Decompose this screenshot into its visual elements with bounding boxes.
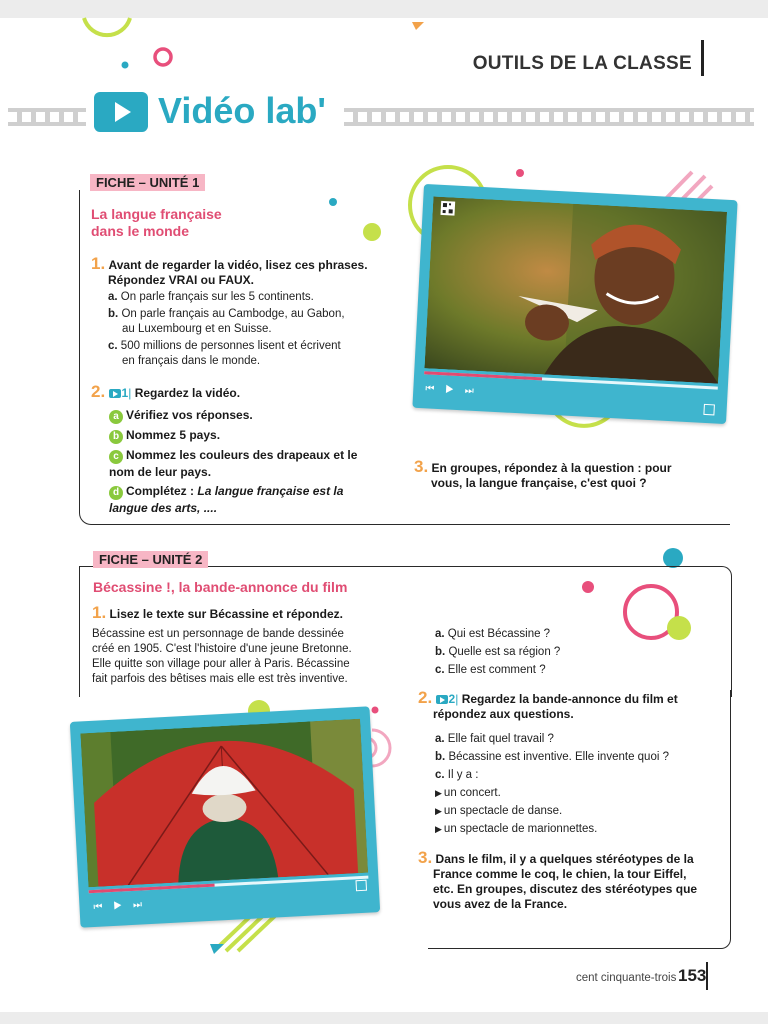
item-text: un concert.: [443, 787, 501, 799]
q1-question-b: [435, 643, 715, 661]
q1-question-a: [435, 625, 715, 643]
fiche1-title-line2: dans le monde: [91, 223, 190, 239]
video-1-controls[interactable]: ⏮ ▶ ⏭: [425, 383, 479, 398]
filmstrip-right: [344, 108, 754, 126]
item-letter: c.: [435, 769, 445, 781]
video-player-2[interactable]: [70, 706, 380, 927]
paragraph-line: Elle quitte son village pour aller à Paris. Bécassine: [92, 658, 350, 670]
fiche2-q3: [418, 850, 718, 912]
arrow-bullet-icon: ▶: [435, 824, 442, 834]
fiche1-title: [91, 206, 222, 240]
fiche1-q3: [414, 459, 714, 491]
video-1-frame: [424, 196, 727, 383]
q2-line1: Regardez la bande-annonce du film et: [461, 692, 678, 706]
item-text: un spectacle de danse.: [443, 805, 563, 817]
video-badge-icon: [109, 389, 121, 398]
item-letter: a.: [108, 291, 118, 303]
q3-line2: vous, la langue française, c'est quoi ?: [431, 476, 647, 490]
q3-line2: France comme le coq, le chien, la tour Eiffel,: [433, 867, 687, 881]
fiche2-title: Bécassine !, la bande-annonce du film: [93, 579, 348, 595]
q3-line4: vous avez de la France.: [433, 897, 568, 911]
q1-instruction-line2: Répondez VRAI ou FAUX.: [108, 273, 255, 287]
item-letter: b.: [108, 308, 119, 320]
q2-instruction: Regardez la vidéo.: [134, 386, 241, 400]
fiche1-q1: [91, 256, 401, 288]
page-number: 153: [678, 966, 707, 985]
question-number: 2.: [418, 688, 433, 707]
question-number: 3.: [414, 457, 429, 476]
fiche2-tag: FICHE – UNITÉ 2: [93, 551, 208, 568]
list-item: [435, 820, 725, 838]
fiche1-q2: [91, 384, 411, 401]
item-text: Elle est comment ?: [447, 664, 546, 676]
q1-instruction-line1: Avant de regarder la vidéo, lisez ces phrases.: [108, 258, 368, 272]
item-text: Qui est Bécassine ?: [447, 628, 551, 640]
q2-item-a: [109, 407, 409, 424]
fiche1-title-line1: La langue française: [91, 206, 222, 222]
item-text: 500 millions de personnes lisent et écrivent: [120, 340, 341, 352]
item-text: Vérifiez vos réponses.: [126, 408, 253, 422]
paragraph-line: créé en 1905. C'est l'histoire d'une jeune Bretonne.: [92, 643, 352, 655]
filmstrip-left: [8, 108, 86, 126]
video-2-still: [80, 719, 368, 887]
fiche1-q1-items: [108, 290, 408, 369]
q3-line1: Dans le film, il y a quelques stéréotypes de la: [435, 852, 694, 866]
q2-item-b: [109, 427, 409, 444]
item-text: Il y a :: [447, 769, 479, 781]
arrow-bullet-icon: ▶: [435, 788, 442, 798]
q2-line2: répondez aux questions.: [433, 707, 574, 721]
item-text: Bécassine est inventive. Elle invente quoi ?: [448, 751, 669, 763]
fullscreen-icon[interactable]: [703, 404, 715, 416]
fiche2-q1-text: [92, 627, 412, 687]
page-number-words: cent cinquante-trois: [576, 972, 677, 984]
q3-line3: etc. En groupes, discutez des stéréotypes que: [433, 882, 698, 896]
item-italic-cont: langue des arts, ....: [109, 501, 218, 515]
item-text: Quelle est sa région ?: [448, 646, 561, 658]
item-letter: a.: [435, 733, 445, 745]
item-text: un spectacle de marionnettes.: [443, 823, 598, 835]
fiche2-q2: [418, 690, 718, 722]
item-text: Elle fait quel travail ?: [447, 733, 554, 745]
video-number: 1: [121, 386, 129, 400]
q2-item-c: [109, 447, 409, 480]
question-number: 2.: [91, 382, 106, 401]
q2-question-a: [435, 730, 725, 748]
letter-badge: c: [109, 450, 123, 464]
video-player-1[interactable]: [412, 184, 737, 424]
video-1-still: [424, 196, 727, 383]
letter-badge: a: [109, 410, 123, 424]
video-2-controls[interactable]: ⏮ ▶ ⏭: [93, 899, 147, 913]
item-text: Complétez :: [126, 484, 195, 498]
item-text-cont: en français dans le monde.: [122, 355, 261, 367]
question-number: 1.: [92, 603, 107, 622]
item-letter: c.: [435, 664, 445, 676]
list-item: [435, 802, 725, 820]
item-letter: b.: [435, 646, 446, 658]
item-letter: a.: [435, 628, 445, 640]
question-number: 3.: [418, 848, 433, 867]
item-text: On parle français sur les 5 continents.: [120, 291, 314, 303]
q1-item-c: [108, 339, 408, 369]
q1-question-c: [435, 661, 715, 679]
item-text: On parle français au Cambodge, au Gabon,: [121, 308, 345, 320]
section-title: OUTILS DE LA CLASSE: [472, 53, 692, 74]
footer-rule: [706, 962, 708, 990]
q1-item-b: [108, 307, 408, 337]
paragraph-line: Bécassine est un personnage de bande dessinée: [92, 628, 344, 640]
list-item: [435, 784, 725, 802]
item-letter: c.: [108, 340, 118, 352]
video-badge-icon: [436, 695, 448, 704]
q2-question-b: [435, 748, 725, 766]
item-text: Nommez 5 pays.: [126, 428, 221, 442]
separator: |: [455, 692, 459, 706]
q1-item-a: [108, 290, 408, 305]
video-number: 2: [448, 692, 456, 706]
video-2-frame: [80, 719, 368, 887]
section-rule: [701, 40, 704, 76]
item-text-cont: au Luxembourg et en Suisse.: [122, 323, 272, 335]
q1-heading: Lisez le texte sur Bécassine et répondez.: [109, 607, 343, 621]
fiche2-q2-items: [435, 730, 725, 838]
play-icon: [94, 92, 148, 132]
q3-line1: En groupes, répondez à la question : pour: [431, 461, 672, 475]
separator: |: [128, 386, 132, 400]
brand-title: Vidéo lab': [158, 90, 326, 131]
fiche1-tag: FICHE – UNITÉ 1: [90, 174, 205, 191]
item-letter: b.: [435, 751, 446, 763]
letter-badge: d: [109, 486, 123, 500]
item-italic: La langue française est la: [197, 484, 344, 498]
fiche2-q1: [92, 605, 412, 622]
arrow-bullet-icon: ▶: [435, 806, 442, 816]
fiche1-q2-items: [109, 407, 409, 516]
q2-item-d: [109, 483, 409, 516]
letter-badge: b: [109, 430, 123, 444]
question-number: 1.: [91, 254, 106, 273]
fiche2-q1-questions: [435, 625, 715, 679]
item-text-cont: nom de leur pays.: [109, 465, 212, 479]
fullscreen-icon[interactable]: [355, 880, 367, 892]
item-text: Nommez les couleurs des drapeaux et le: [126, 448, 358, 462]
paragraph-line: fait parfois des bêtises mais elle est très inventive.: [92, 673, 348, 685]
q2-question-c: [435, 766, 725, 784]
